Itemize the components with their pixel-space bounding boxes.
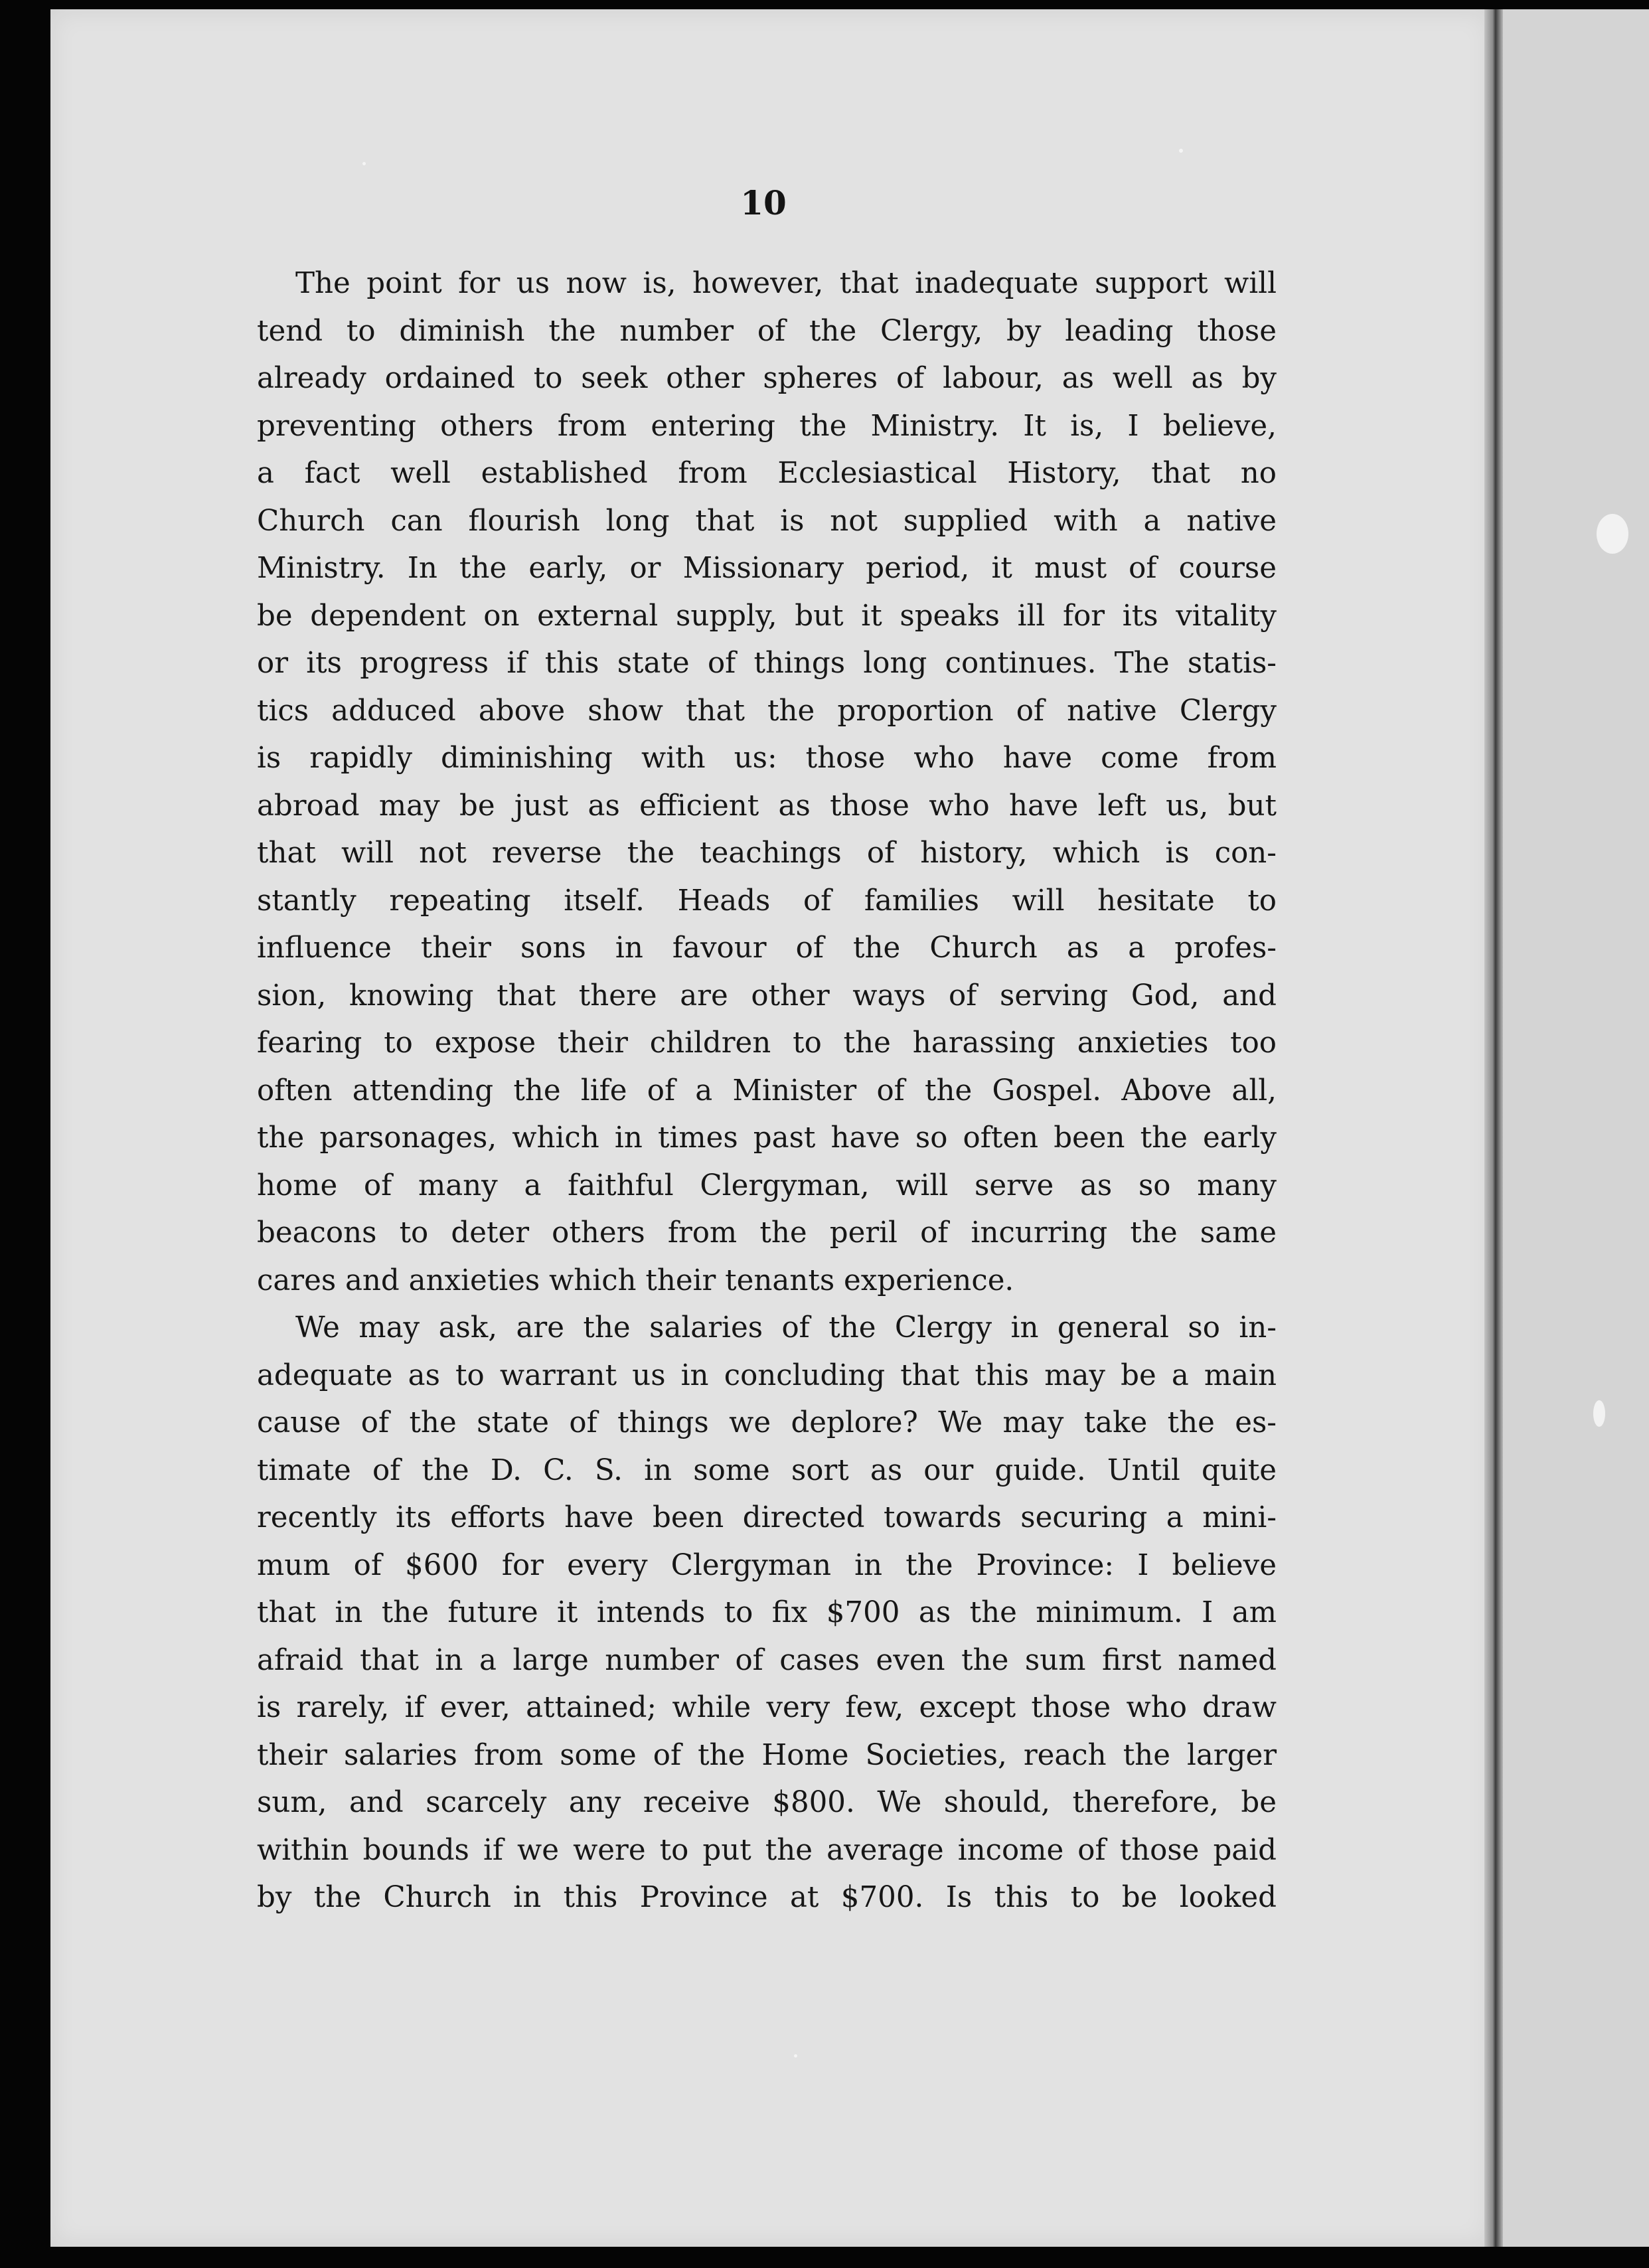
paper-speck bbox=[1597, 514, 1628, 554]
text-line: sum, and scarcely any receive $800. We should, therefore, be bbox=[257, 1786, 1277, 1819]
text-line: cause of the state of things we deplore? We may take the es- bbox=[257, 1406, 1277, 1439]
text-line: We may ask, are the salaries of the Clergy in general so in- bbox=[295, 1311, 1277, 1344]
text-line: home of many a faithful Clergyman, will serve as so many bbox=[257, 1169, 1277, 1202]
text-line: a fact well established from Ecclesiastical History, that no bbox=[257, 457, 1277, 490]
text-line: the parsonages, which in times past have so often been the early bbox=[257, 1121, 1277, 1155]
text-line: is rapidly diminishing with us: those who have come from bbox=[257, 742, 1277, 775]
page-number: 10 bbox=[740, 183, 787, 222]
text-line: abroad may be just as efficient as those who have left us, but bbox=[257, 789, 1277, 823]
text-line: fearing to expose their children to the harassing anxieties too bbox=[257, 1026, 1277, 1060]
text-line: sion, knowing that there are other ways of serving God, and bbox=[257, 979, 1277, 1012]
text-line: is rarely, if ever, attained; while very few, except those who draw bbox=[257, 1691, 1277, 1724]
text-line: Ministry. In the early, or Missionary period, it must of course bbox=[257, 552, 1277, 585]
text-line: adequate as to warrant us in concluding that this may be a main bbox=[257, 1358, 1277, 1392]
text-line: Church can flourish long that is not supplied with a native bbox=[257, 504, 1277, 538]
text-line: be dependent on external supply, but it speaks ill for its vitality bbox=[257, 599, 1277, 633]
text-line: mum of $600 for every Clergyman in the Province: I believe bbox=[257, 1548, 1277, 1582]
paper-speck bbox=[362, 162, 366, 165]
text-line: tend to diminish the number of the Clergy, by leading those bbox=[257, 314, 1277, 348]
paper-speck bbox=[1179, 149, 1183, 153]
page-gutter bbox=[1484, 9, 1503, 2247]
adjacent-page-edge bbox=[1494, 9, 1649, 2247]
text-line: by the Church in this Province at $700. Is this to be looked bbox=[257, 1881, 1277, 1914]
text-line: or its progress if this state of things long continues. The statis- bbox=[257, 647, 1277, 680]
text-line: that in the future it intends to fix $700 as the minimum. I am bbox=[257, 1596, 1277, 1629]
text-line: often attending the life of a Minister of the Gospel. Above all, bbox=[257, 1074, 1277, 1107]
text-line: recently its efforts have been directed towards securing a mini- bbox=[257, 1501, 1277, 1534]
text-line: already ordained to seek other spheres of labour, as well as by bbox=[257, 362, 1277, 395]
text-line: cares and anxieties which their tenants experience. bbox=[257, 1263, 1014, 1297]
text-line: their salaries from some of the Home Societies, reach the larger bbox=[257, 1738, 1277, 1772]
text-line: within bounds if we were to put the average income of those paid bbox=[257, 1833, 1277, 1867]
text-line: timate of the D. C. S. in some sort as our guide. Until quite bbox=[257, 1453, 1277, 1487]
text-line: stantly repeating itself. Heads of families will hesitate to bbox=[257, 884, 1277, 918]
paper-speck bbox=[1593, 1400, 1605, 1427]
text-line: beacons to deter others from the peril of incurring the same bbox=[257, 1216, 1277, 1250]
body-text bbox=[257, 260, 1277, 1922]
text-line: that will not reverse the teachings of history, which is con- bbox=[257, 837, 1277, 870]
text-line: preventing others from entering the Ministry. It is, I believe, bbox=[257, 409, 1277, 443]
text-line: tics adduced above show that the proportion of native Clergy bbox=[257, 694, 1277, 728]
text-line: influence their sons in favour of the Church as a profes- bbox=[257, 932, 1277, 965]
text-line: The point for us now is, however, that inadequate support will bbox=[295, 267, 1277, 300]
text-line: afraid that in a large number of cases even the sum first named bbox=[257, 1643, 1277, 1677]
paper-speck bbox=[794, 2054, 797, 2058]
